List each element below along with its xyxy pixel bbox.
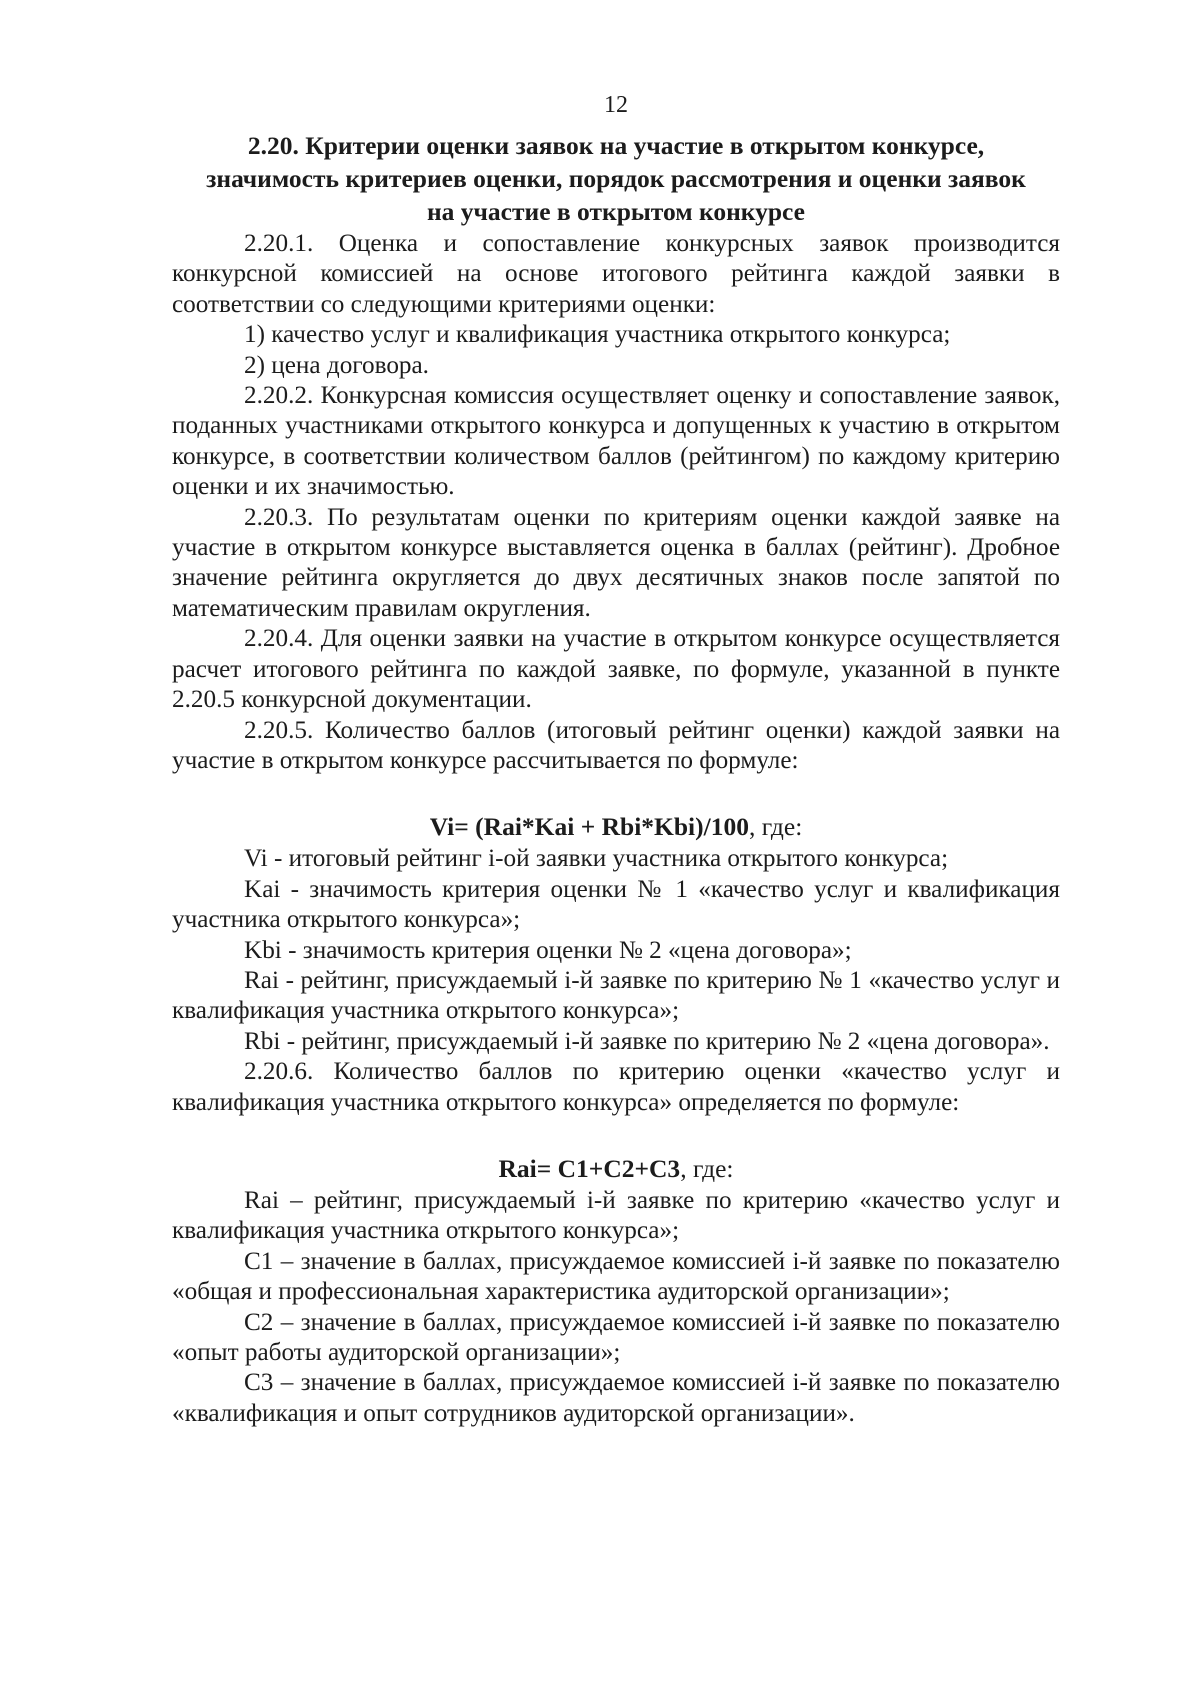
definition-kai: Kai - значимость критерия оценки № 1 «качество услуг и квалификация участника открытого конкурса»;	[172, 875, 1060, 934]
paragraph-2-20-5: 2.20.5. Количество баллов (итоговый рейтинг оценки) каждой заявки на участие в открытом конкурсе рассчитывается по формуле:	[172, 716, 1060, 774]
paragraph-2-20-2: 2.20.2. Конкурсная комиссия осуществляет оценку и сопоставление заявок, поданных участниками открытого конкурса и допущенных к участию в открытом конкурсе, в соответствии количеством баллов (рейтингом) по каждому критерию оценки и их значимостью.	[172, 382, 1060, 501]
definition-c3: C3 – значение в баллах, присуждаемое комиссией i-й заявке по показателю «квалификация и опыт сотрудников аудиторской организации».	[172, 1369, 1060, 1427]
formula-vi-suffix: , где:	[748, 812, 803, 842]
formula-vi-expression: Vi= (Rai*Kai + Rbi*Kbi)/100	[429, 812, 749, 842]
definition-kbi: Kbi - значимость критерия оценки № 2 «цена договора»;	[244, 936, 852, 964]
page-number: 12	[604, 92, 628, 118]
definition-rai-2: Rai – рейтинг, присуждаемый i-й заявке по критерию «качество услуг и квалификация участника открытого конкурса»;	[172, 1186, 1060, 1245]
definition-rbi: Rbi - рейтинг, присуждаемый i-й заявке по критерию № 2 «цена договора».	[244, 1027, 1050, 1055]
definition-rai: Rai - рейтинг, присуждаемый i-й заявке по критерию № 1 «качество услуг и квалификация участника открытого конкурса»;	[172, 966, 1060, 1025]
section-heading	[172, 129, 1060, 228]
definition-vi: Vi - итоговый рейтинг i-ой заявки участника открытого конкурса;	[244, 845, 949, 873]
paragraph-2-20-4: 2.20.4. Для оценки заявки на участие в открытом конкурсе осуществляется расчет итогового рейтинга по каждой заявке, по формуле, указанной в пункте 2.20.5 конкурсной документации.	[172, 625, 1060, 714]
heading-line-1: 2.20. Критерии оценки заявок на участие в открытом конкурсе,	[247, 131, 985, 160]
formula-rai-suffix: , где:	[680, 1153, 734, 1183]
paragraph-2-20-3: 2.20.3. По результатам оценки по критериям оценки каждой заявке на участие в открытом конкурсе выставляется оценка в баллах (рейтинг). Дробное значение рейтинга округляется до двух десятичных знаков после запятой по математическим правилам округления.	[172, 503, 1060, 622]
heading-line-2: значимость критериев оценки, порядок рассмотрения и оценки заявок	[206, 164, 1026, 193]
criterion-2: 2) цена договора.	[244, 351, 429, 379]
definition-c1: C1 – значение в баллах, присуждаемое комиссией i-й заявке по показателю «общая и профессиональная характеристика аудиторской организации»;	[172, 1247, 1060, 1306]
definition-c2: C2 – значение в баллах, присуждаемое комиссией i-й заявке по показателю «опыт работы аудиторской организации»;	[172, 1308, 1060, 1366]
formula-vi	[172, 812, 1060, 842]
paragraph-2-20-1: 2.20.1. Оценка и сопоставление конкурсных заявок производится конкурсной комиссией на основе итогового рейтинга каждой заявки в соответствии со следующими критериями оценки:	[172, 230, 1060, 318]
formula-rai-expression: Rai= C1+C2+C3	[498, 1153, 681, 1183]
heading-line-3: на участие в открытом конкурсе	[426, 197, 805, 226]
formula-rai	[172, 1154, 1060, 1184]
criterion-1: 1) качество услуг и квалификация участника открытого конкурса;	[244, 321, 951, 349]
paragraph-2-20-6: 2.20.6. Количество баллов по критерию оценки «качество услуг и квалификация участника открытого конкурса» определяется по формуле:	[172, 1058, 1060, 1116]
